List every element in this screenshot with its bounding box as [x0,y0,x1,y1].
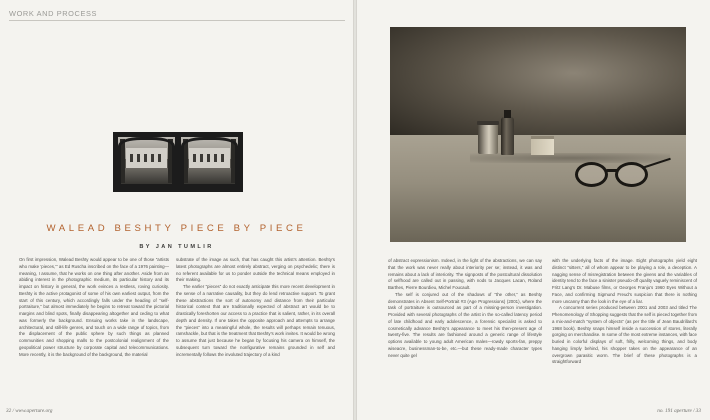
stereo-pane-left [118,137,175,187]
header-rule [9,20,345,21]
photo-wall [390,27,686,137]
text-column-3 [388,258,542,399]
folio-left: 32 / www.aperture.org [6,408,53,414]
paragraph: The self is conjured out of the shadows of “the other,” as Beshty demonstrates in Absent Self-Portrait #3 (Age Progressions) (2001), where the task of portraiture is outsourced as part of a missing-person investigation. Provided with several photographs of the artist in the so-called latency period of late childhood and early adolescence, a forensic specialist is asked to cosmetically advance Beshty’s appearance to meet his then-present age of twenty-five. The results are fashioned around a generic range of lifestyle options available to young adult American males—rowdy sports-fan, preppy wiseacre, businessman-to-be, etc.—but these ready-made character types never quite gel [388,291,542,358]
article-byline: BY JAN TUMLIR [139,244,214,250]
pane-frame [181,137,238,187]
stereo-pane-right [181,137,238,187]
paragraph: The earlier “pieces” do not exactly anticipate this more recent development in the sense of a narrative causality, but they do lend retroactive support. To grant these abstractions the sort of autonomy and distance from their particular historical context that are traditionally expected of abstract art would be to drastically foreshorten our access to a practice that is salient, rather, in its overall depth and density. If one takes the opposite approach and attempts to arrange the “pieces” into a meaningful whole, the results will perhaps remain tenuous, ramshackle, but that is the treatment that Beshty’s work invites. It would be wrong to assume that just because he began by focusing his camera on himself, the subsequent turn toward the nonfigurative remains grounded in self and incrementally follows the involuted trajectory of a kind [176,284,335,357]
paragraph: with the underlying facts of the image. Eight photographs yield eight distinct “sitters,” all of whom appear to be playing a role, a deception. A nagging sense of misregistration between the givens and the variables of identity tend to the face a sinister pseudo-off quality vaguely reminiscent of Fritz Lang’s Dr. Mabuse films, or Georges Franju’s 1960 Eyes Without a Face, and confirming Sigmund Freud’s suspicion that there is nothing more uncanny than the look in the eye of a liar. [552,258,697,304]
eyeglasses-lens-left [575,162,608,187]
paragraph: substrate of the image as such, that has caught this artist’s attention. Beshty’s latest photographs are almost entirely abstract, verging on psychedelic; there is no referent available for us to ponder outside the technical means employed in their making. [176,257,335,283]
pane-frame [118,137,175,187]
paragraph: A concurrent series produced between 2001 and 2003 and titled The Phenomenology of Shopping suggests that the self is pieced together from a mix-and-match “system of objects” (as per the title of Jean Baudrillard’s 1968 book). Beshty snaps himself inside a succession of stores, literally gorging on merchandise. In some of the most extreme instances, with face buried in colorful displays of soft, frilly, welcoming things, and body hanging limply behind, his shopper takes on the appearance of an overgrown parasitic worm. The brief of these photographs is a straightforward [552,305,697,365]
photo-bottle [501,117,514,155]
still-life-photo [390,27,686,242]
text-column-4 [552,258,697,399]
folio-right: no. 191 aperture / 33 [657,408,701,414]
text-column-1 [19,257,169,399]
stereograph-photo [113,132,243,192]
photo-shadow [470,153,670,163]
section-header: WORK AND PROCESS [9,9,98,18]
paragraph: of abstract expressionism. Indeed, in the light of the abstractions, we can say that the work was never really about interiority per se; instead, it was and remains about a lack of interiority. The signposts of the postcultural dissolution of selfhood are called out in passing, with nods to Jacques Lacan, Roland Barthes, Pierre Bourdieu, Michel Foucault. [388,258,542,290]
text-column-2 [176,257,335,399]
photo-box [531,139,554,155]
article-title: WALEAD BESHTY PIECE BY PIECE [46,223,307,234]
right-page [357,0,710,420]
photo-canister [478,121,498,154]
left-page [0,0,353,420]
paragraph: On first impression, Walead Beshty would appear to be one of those “artists who make ‘pieces,’” as Ed Ruscha inscribed on the face of a 1976 painting—meaning, I assume, that he works on one thing after another. Aside from an abiding interest in the photographic medium, its particular history and its impact on history in general, the work evinces a restless, roving curiosity. Beshty is the active protagonist of some of his own earliest output, from the start of this century, which accordingly falls under the heading of “self-portraiture,” but almost immediately he begins to retreat toward the pictorial margins and blind spots, finally disappearing altogether and ceding to what was formerly the background. Ensuing works take in the landscape, architectural, and still-life genres, and touch on a wide range of topics, from the displacement of the public sphere by such things as planned communities and shopping malls to the postcolonial realignment of the geopolitical power structure by corporate capital and telecommunications. More recently, it is the background of the background, the material [19,257,169,357]
